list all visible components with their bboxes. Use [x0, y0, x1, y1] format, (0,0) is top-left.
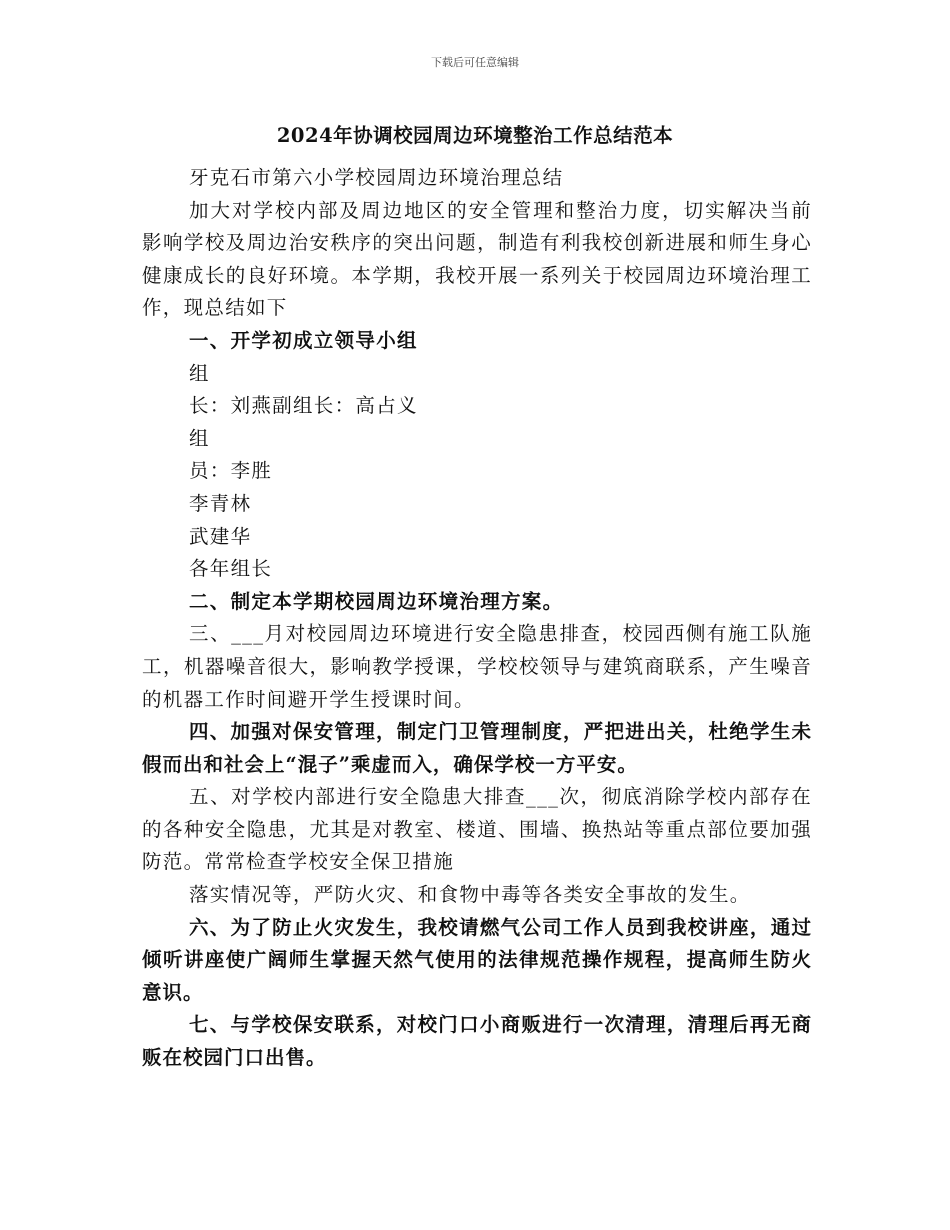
paragraph: 五、对学校内部进行安全隐患大排查___次，彻底消除学校内部存在的各种安全隐患，尤其是对教室、楼道、围墙、换热站等重点部位要加强防范。常常检查学校安全保卫措施: [142, 785, 812, 874]
paragraph: 三、___月对校园周边环境进行安全隐患排查，校园西侧有施工队施工，机器噪音很大，影响教学授课，学校校领导与建筑商联系，产生噪音的机器工作时间避开学生授课时间。: [142, 622, 812, 711]
paragraph: 员：李胜: [189, 459, 273, 483]
section-heading: 七、与学校保安联系，对校门口小商贩进行一次清理，清理后再无商贩在校园门口出售。: [142, 1013, 812, 1070]
section-heading: 四、加强对保安管理，制定门卫管理制度，严把进出关，杜绝学生未假而出和社会上“混子”乘虚而入，确保学校一方平安。: [142, 720, 812, 776]
paragraph: 加大对学校内部及周边地区的安全管理和整治力度，切实解决当前影响学校及周边治安秩序的突出问题，制造有利我校创新进展和师生身心健康成长的良好环境。本学期，我校开展一系列关于校园周边环境治理工作，现总结如下: [142, 198, 812, 320]
section-heading: 一、开学初成立领导小组: [189, 328, 418, 352]
paragraph: 各年组长: [189, 557, 273, 581]
document-body: [142, 162, 812, 1075]
paragraph: 李青林: [189, 491, 252, 515]
paragraph: 落实情况等，严防火灾、和食物中毒等各类安全事故的发生。: [189, 883, 751, 907]
paragraph: 牙克石市第六小学校园周边环境治理总结: [189, 166, 564, 189]
paragraph: 武建华: [189, 524, 252, 548]
page-header-note: 下载后可任意编辑: [431, 56, 519, 69]
paragraph: 长：刘燕副组长：高占义: [189, 394, 418, 418]
paragraph: 组: [189, 426, 210, 450]
section-heading: 六、为了防止火灾发生，我校请燃气公司工作人员到我校讲座，通过倾听讲座使广阔师生掌握天然气使用的法律规范操作规程，提高师生防火意识。: [142, 915, 812, 1004]
section-heading: 二、制定本学期校园周边环境治理方案。: [189, 589, 564, 613]
document-title: 2024年协调校园周边环境整治工作总结范本: [276, 124, 674, 147]
paragraph: 组: [189, 361, 210, 385]
